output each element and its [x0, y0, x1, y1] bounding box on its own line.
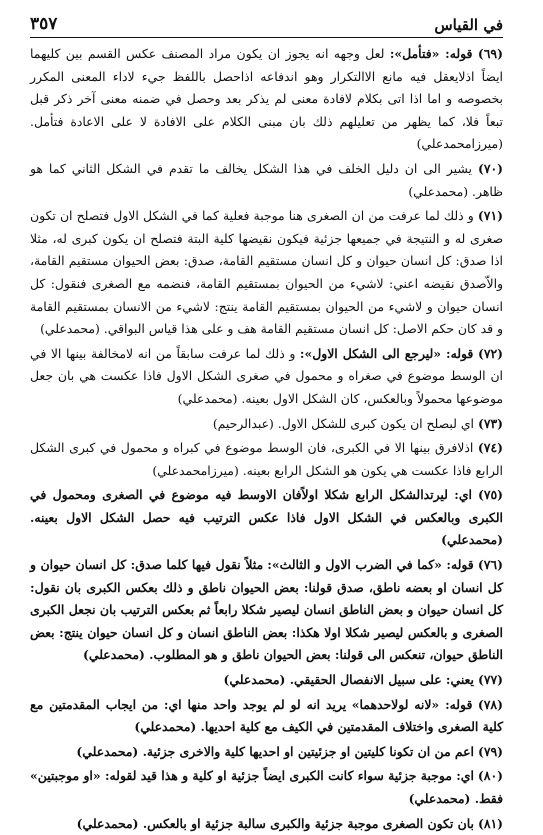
footnote-text: و ذلك لما عرفت سابقاً من انه لامخالفة بينها الا في ان الوسط موضوع في صغراه و محمول في صغرى الشكل الاول فاذا عكست هي بان جعل موضوعها محمولاً وبالعكس، كان الشكل الاول بعينه. (محمدعلي): [30, 345, 503, 406]
footnote-text: اي: موجبة جزئية سواء كانت الكبرى ايضاً جزئية او كلية و هذا قيد لقوله: «او موجبتين» فقط. (محمدعلي): [30, 768, 503, 806]
footnote-lead: قوله: «ليرجع الى الشكل الاول»:: [299, 345, 474, 361]
footnote-number: (٧٧): [477, 672, 503, 688]
footnote-lead: قوله: «كما في الضرب الاول و الثالث»:: [267, 557, 474, 573]
footnote-75: [30, 484, 503, 552]
footnote-number: (٧٦): [477, 557, 503, 573]
footnote-number: (٧٥): [477, 487, 503, 503]
footnote-number: (٨٠): [477, 768, 503, 784]
footnote-text: اي: ليرتدالشكل الرابع شكلا اولاًفان الاوسط فيه موضوع في الصغرى ومحمول في الكبرى وبالعكس في الشكل الاول فاذا عكس الترتيب فيه حصل الشكل الاول بعينه. (محمدعلي): [30, 487, 503, 548]
footnote-number: (٧٩): [477, 743, 503, 759]
footnote-78: [30, 694, 503, 739]
footnote-number: (٧٤): [477, 440, 503, 456]
footnote-73: [30, 413, 503, 436]
footnote-number: (٧١): [477, 208, 503, 224]
page-number: ٣٥٧: [30, 14, 58, 34]
footnotes-body: [30, 43, 503, 835]
footnote-79: [30, 741, 503, 764]
footnote-72: [30, 343, 503, 411]
running-header: [30, 12, 503, 38]
footnote-number: (٧٠): [477, 160, 503, 176]
footnote-text: يريد انه لو لم يوجد واحد منها اي: من ايجاب المقدمتين مع كلية الصغرى واختلاف المقدمتين في الكيف مع كلية احديها. (محمدعلي): [30, 696, 503, 735]
footnote-text: اعم من ان تكونا كليتين او جزئيتين او احديها كلية والاخرى جزئية. (محمدعلي): [76, 743, 474, 759]
footnote-76: [30, 554, 503, 667]
footnote-text: اذلافرق بينها الا في الكبرى، فان الوسط موضوع في كبراه و محمول في كبرى الشكل الرابع فاذا عكست هي يكون هو الشكل الرابع بعينه. (ميرزامحمدعلي): [30, 440, 503, 478]
footnote-text: و ذلك لما عرفت من ان الصغرى هنا موجبة فعلية كما في الشكل الاول فتصلح ان تكون صغرى له و النتيجة في جميعها جزئية فيكون نقيضها كلية البتة فتصلح ان يكون كبرى له، مثلا اذا صدق: كل انسان حيوان و كل انسان مستقيم القامة، صدق: بعض الحيوان مستقيم القامة، والاّصدق نقيضه اعني: لاشيء من الحيوان بمستقيم القامة، فنضمه مع الصغرى فنقول: كل انسان حيوان و لاشيء من الحيوان بمستقيم القامة ينتج: لاشيء من الانسان بمستقيم القامة و قد كان حكم الاصل: كل انسان مستقيم القامة هف و على هذا قياس البواقي. (محمدعلي): [30, 208, 503, 337]
footnote-lead: قوله: «فتأمل»:: [389, 46, 473, 61]
footnote-71: [30, 205, 503, 341]
footnote-80: [30, 765, 503, 810]
footnote-number: (٧٨): [477, 696, 503, 712]
footnote-70: [30, 158, 503, 203]
footnote-text: مثلاً نقول فيها كلما صدق: كل انسان حيوان و كل انسان او بعضه ناطق، صدق قولنا: بعض الحيوان ناطق و ذلك بعكس الكبرى بان نقول: كل انسان حيوان و بعض الناطق انسان ليصير شكلا رابعاً ثم بعكس الترتيب بان نجعل الكبرى الصغرى و بالعكس ليصير شكلا اولا هكذا: بعض الناطق انسان و كل انسان حيوان ينتج: بعض الناطق حيوان، تنعكس الى قولنا: بعض الحيوان ناطق و هو المطلوب. (محمدعلي): [30, 557, 503, 663]
footnote-text: يشير الى ان دليل الخلف في هذا الشكل يخالف ما تقدم في الشكل الثاني كما هو ظاهر. (محمدعلي): [30, 160, 503, 199]
chapter-title: في القياس: [434, 16, 503, 34]
footnote-number: (٨١): [477, 815, 503, 831]
footnote-81: [30, 813, 503, 835]
footnote-77: [30, 669, 503, 692]
footnote-number: (٧٣): [477, 415, 503, 431]
footnote-text: اي لبصلح ان يكون كبرى للشكل الاول. (عبدالرحيم): [212, 415, 474, 431]
footnote-74: [30, 437, 503, 482]
footnote-text: بان تكون الصغرى موجبة جزئية والكبرى سالبة جزئية او بالعكس. (محمدعلي): [76, 815, 474, 831]
footnote-69: [30, 43, 503, 156]
footnote-number: (٦٩): [477, 46, 503, 61]
footnote-lead: قوله: «لانه لولاحدهما»: [351, 696, 473, 712]
footnote-text: لعل وجهه انه يجوز ان يكون مراد المصنف عكس القسم بين كليهما ايضاً اذلايعقل فيه مانع الاالتكرار وهو اندفاعه اذاحصل باللفظ جيء لاداء المعنى المكرر بخصوصه و اما اذا اتى بكلام لافادة معنى لم يذكر بعد وحصل في ضمنه معنى آخر ذكر قبل تبعاً فلا، كما يظهر من تعليلهم ذلك بان مبنى الكلام على الافادة لا على الاعادة فتأمل. (ميرزامحمدعلي): [30, 46, 503, 152]
footnote-text: يعني: على سبيل الانفصال الحقيقي. (محمدعلي): [223, 672, 474, 688]
footnote-number: (٧٢): [477, 345, 503, 361]
